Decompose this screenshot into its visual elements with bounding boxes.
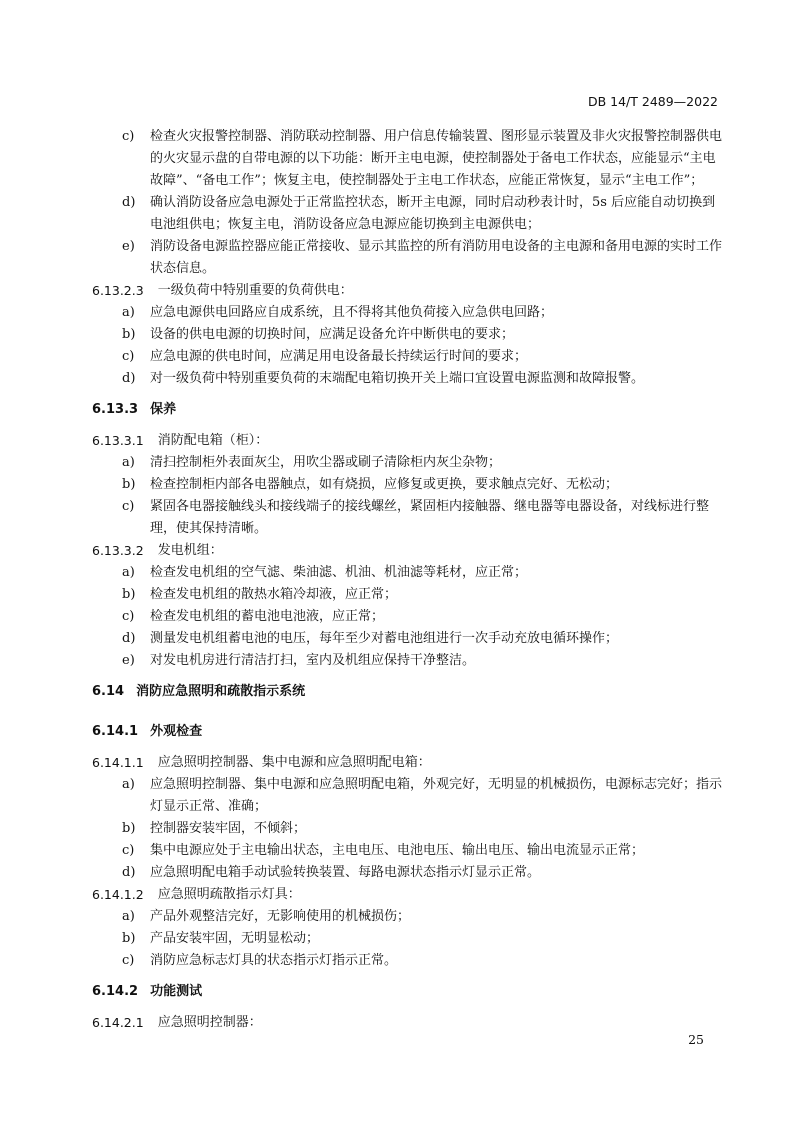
clause-number: 6.14.2.1 (92, 1015, 144, 1030)
list-item (92, 496, 724, 540)
list-item-text: 设备的供电电源的切换时间，应满足设备允许中断供电的要求； (150, 327, 515, 342)
page-number: 25 (688, 1032, 704, 1047)
clause-number: 6.13.3.2 (92, 543, 144, 558)
clause-number: 6.13.3.1 (92, 433, 144, 448)
section-number: 6.14.1 (92, 724, 139, 739)
list-item-label: d) (122, 195, 136, 210)
list-item-text: 产品安装牢固，无明显松动； (150, 931, 320, 946)
section-title: 消防应急照明和疏散指示系统 (136, 684, 306, 699)
list-item-text: 应急照明控制器、集中电源和应急照明配电箱，外观完好，无明显的机械损伤，电源标志完好；指示灯显示正常、准确； (150, 777, 723, 814)
list-item-label: e) (122, 653, 135, 668)
list-item (92, 774, 724, 818)
list-item-label: d) (122, 631, 136, 646)
list-item (92, 452, 724, 474)
clause-text: 一级负荷中特别重要的负荷供电： (157, 283, 353, 298)
section-title: 外观检查 (150, 724, 203, 739)
list-item (92, 368, 724, 390)
list-item-text: 应急照明配电箱手动试验转换装置、每路电源状态指示灯显示正常。 (150, 865, 541, 880)
list-item-label: e) (122, 239, 135, 254)
list-item (92, 628, 724, 650)
list-item (92, 126, 724, 192)
clause (92, 1012, 724, 1034)
list-item (92, 840, 724, 862)
list-item-text: 测量发电机组蓄电池的电压，每年至少对蓄电池组进行一次手动充放电循环操作； (150, 631, 619, 646)
list-item-label: a) (122, 777, 135, 792)
list-item-label: b) (122, 931, 136, 946)
section-heading (92, 681, 724, 703)
list-item-label: a) (122, 455, 135, 470)
list-item (92, 862, 724, 884)
clause-number: 6.14.1.1 (92, 755, 144, 770)
list-item (92, 562, 724, 584)
list-item (92, 650, 724, 672)
list-item (92, 818, 724, 840)
section-number: 6.13.3 (92, 402, 139, 417)
clause (92, 540, 724, 562)
list-item-text: 检查发电机组的空气滤、柴油滤、机油、机油滤等耗材，应正常； (150, 565, 528, 580)
section-heading (92, 399, 724, 421)
list-item-label: c) (122, 349, 135, 364)
list-item-label: c) (122, 129, 135, 144)
section-number: 6.14.2 (92, 984, 139, 999)
list-item (92, 474, 724, 496)
list-item (92, 236, 724, 280)
section-heading (92, 981, 724, 1003)
clause (92, 280, 724, 302)
list-item-text: 消防应急标志灯具的状态指示灯指示正常。 (150, 953, 398, 968)
clause-text: 应急照明控制器、集中电源和应急照明配电箱： (157, 755, 431, 770)
clause (92, 752, 724, 774)
list-item-label: b) (122, 821, 136, 836)
list-item-label: d) (122, 371, 136, 386)
list-item (92, 192, 724, 236)
list-item-text: 对发电机房进行清洁打扫，室内及机组应保持干净整洁。 (150, 653, 476, 668)
list-item (92, 584, 724, 606)
clause-text: 发电机组： (157, 543, 223, 558)
list-item-text: 集中电源应处于主电输出状态，主电电压、电池电压、输出电压、输出电流显示正常； (150, 843, 645, 858)
section-title: 保养 (150, 402, 177, 417)
section-heading (92, 721, 724, 743)
section-title: 功能测试 (150, 984, 203, 999)
clause-number: 6.13.2.3 (92, 283, 144, 298)
list-item-label: c) (122, 499, 135, 514)
clause-text: 应急照明控制器： (157, 1015, 262, 1030)
document-code: DB 14/T 2489—2022 (587, 94, 718, 109)
list-item-label: b) (122, 587, 136, 602)
clause-text: 消防配电箱（柜）： (157, 433, 269, 448)
list-item-label: c) (122, 953, 135, 968)
list-item-label: c) (122, 843, 135, 858)
list-item-label: a) (122, 305, 135, 320)
list-item-text: 应急电源供电回路应自成系统，且不得将其他负荷接入应急供电回路； (150, 305, 554, 320)
clause (92, 430, 724, 452)
list-item-label: c) (122, 609, 135, 624)
list-item (92, 906, 724, 928)
list-item-text: 紧固各电器接触线头和接线端子的接线螺丝，紧固柜内接触器、继电器等电器设备，对线标进行整理，使其保持清晰。 (150, 499, 710, 536)
list-item-label: a) (122, 909, 135, 924)
list-item-label: a) (122, 565, 135, 580)
list-item (92, 606, 724, 628)
clause (92, 884, 724, 906)
section-number: 6.14 (92, 684, 125, 699)
list-item-label: b) (122, 477, 136, 492)
list-item-text: 检查控制柜内部各电器触点，如有烧损，应修复或更换，要求触点完好、无松动； (150, 477, 619, 492)
list-item (92, 302, 724, 324)
list-item-text: 产品外观整洁完好，无影响使用的机械损伤； (150, 909, 411, 924)
list-item (92, 950, 724, 972)
list-item-label: b) (122, 327, 136, 342)
list-item-text: 对一级负荷中特别重要负荷的末端配电箱切换开关上端口宜设置电源监测和故障报警。 (150, 371, 645, 386)
list-item (92, 928, 724, 950)
list-item-text: 检查火灾报警控制器、消防联动控制器、用户信息传输装置、图形显示装置及非火灾报警控制器供电的火灾显示盘的自带电源的以下功能：断开主电电源，使控制器处于备电工作状态，应能显示“主电故障”、“备电工作”；恢复主电，使控制器处于主电工作状态，应能正常恢复，显示“主电工作”； (150, 129, 723, 188)
clause-text: 应急照明疏散指示灯具： (157, 887, 301, 902)
list-item-label: d) (122, 865, 136, 880)
list-item-text: 应急电源的供电时间，应满足用电设备最长持续运行时间的要求； (150, 349, 528, 364)
list-item-text: 确认消防设备应急电源处于正常监控状态，断开主电源，同时启动秒表计时，5s 后应能自动切换到电池组供电；恢复主电，消防设备应急电源应能切换到主电源供电； (150, 195, 716, 232)
list-item-text: 检查发电机组的散热水箱冷却液，应正常； (150, 587, 398, 602)
list-item-text: 控制器安装牢固，不倾斜； (150, 821, 307, 836)
list-item (92, 324, 724, 346)
list-item-text: 消防设备电源监控器应能正常接收、显示其监控的所有消防用电设备的主电源和备用电源的实时工作状态信息。 (150, 239, 723, 276)
list-item-text: 检查发电机组的蓄电池电池液，应正常； (150, 609, 385, 624)
document-body (92, 126, 724, 1034)
list-item (92, 346, 724, 368)
clause-number: 6.14.1.2 (92, 887, 144, 902)
list-item-text: 清扫控制柜外表面灰尘，用吹尘器或刷子清除柜内灰尘杂物； (150, 455, 502, 470)
